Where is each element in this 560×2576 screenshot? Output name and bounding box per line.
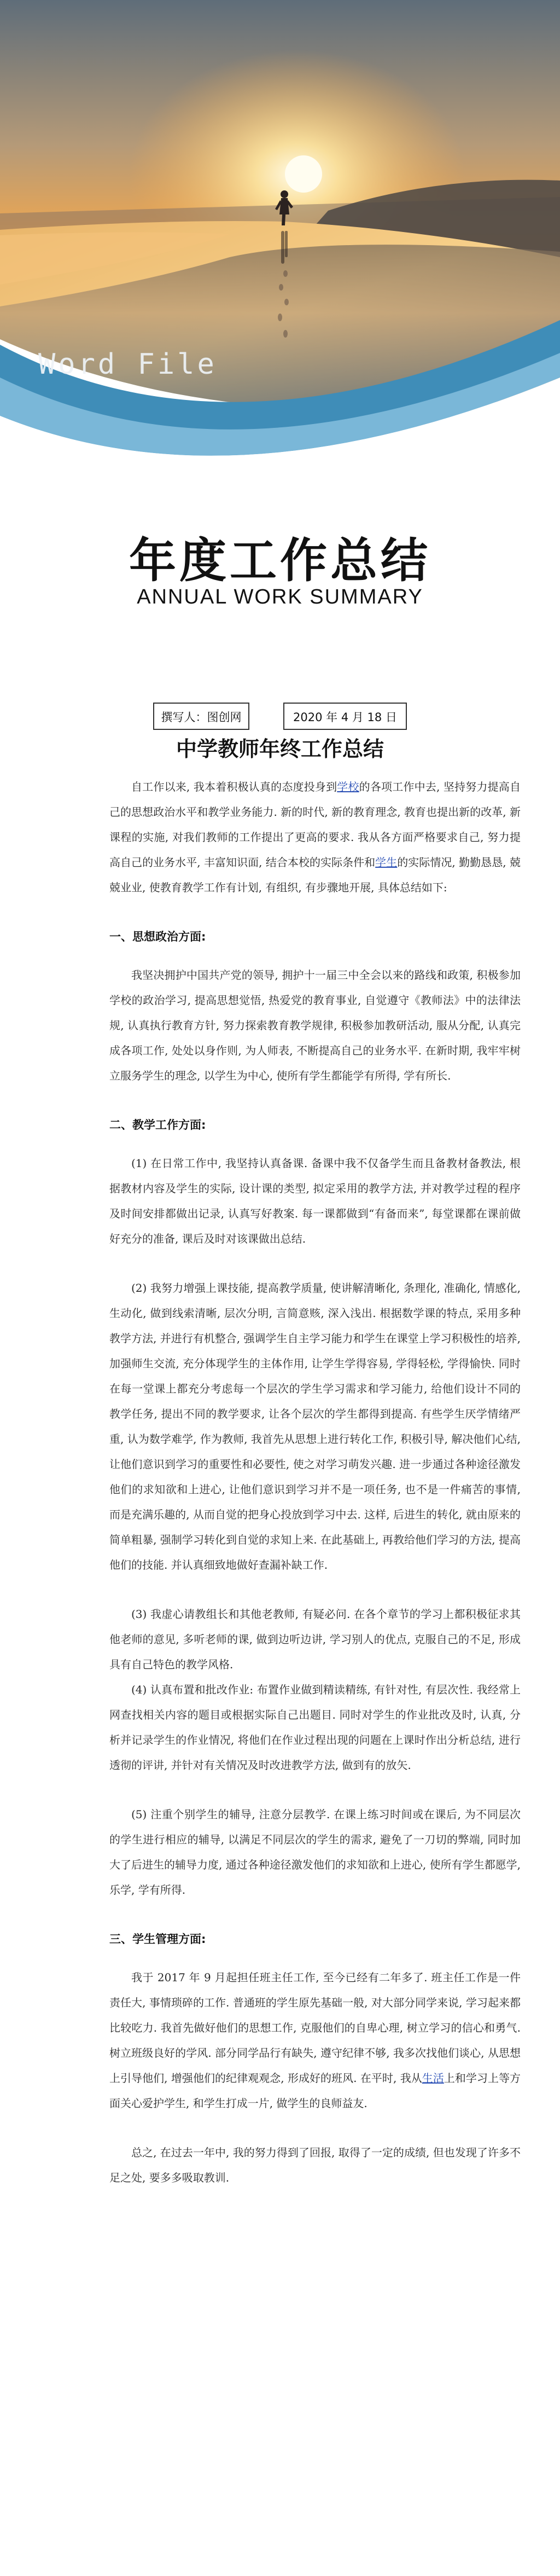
document-title: 中学教师年终工作总结 — [176, 737, 384, 761]
document-body — [109, 774, 521, 2214]
date-box: 2020 年 4 月 18 日 — [283, 703, 407, 730]
teaching-paragraph-1: (1) 在日常工作中, 我坚持认真备课. 备课中我不仅备学生而且备教材备教法, 根据教材内容及学生的实际, 设计课的类型, 拟定采用的教学方法, 并对教学过程的程序及时间安排都做出记录, 认真写好教案. 每一课都做到“有备而来”, 每堂课都在课前做好充分的准备, 课后及时对该课做出总结. — [109, 1157, 521, 1245]
conclusion-paragraph: 总之, 在过去一年中, 我的努力得到了回报, 取得了一定的成绩, 但也发现了许多不足之处, 要多多吸取教训. — [109, 2146, 521, 2184]
teaching-paragraph-2: (2) 我努力增强上课技能, 提高教学质量, 使讲解清晰化, 条理化, 准确化, 情感化, 生动化, 做到线索清晰, 层次分明, 言简意赅, 深入浅出. 根据数学课的特点, 采用多种教学方法, 并进行有机整合, 强调学生自主学习能力和学生在课堂上学习积极性的培养, 加强师生交流, 充分体现学生的主体作用, 让学生学得容易, 学得轻松, 学得愉快. 同时在每一堂课上都充分考虑每一个层次的学生学习需求和学习能力, 给他们设计不同的教学任务, 提出不同的教学要求, 让各个层次的学生都得到提高. 有些学生厌学情绪严重, 认为数学难学, 作为教师, 我首先从思想上进行转化工作, 积极引导, 解决他们心结, 让他们意识到学习的重要性和必要性, 使之对学习萌发兴趣. 进一步通过各种途径激发他们的求知欲和上进心, 让他们意识到学习并不是一项任务, 也不是一件痛苦的事情, 而是充满乐趣的, 从而自觉的把身心投放到学习中去. 这样, 后进生的转化, 就由原来的简单粗暴, 强制学习转化到自觉的求知上来. 在此基础上, 再教给他们学习的方法, 提高他们的技能. 并认真细致地做好查漏补缺工作. — [109, 1281, 521, 1571]
sunset-beach-illustration — [0, 0, 560, 471]
section-heading-politics: 一、思想政治方面: — [109, 930, 206, 943]
section-heading-teaching: 二、教学工作方面: — [109, 1118, 206, 1132]
student-link[interactable]: 学生 — [375, 856, 398, 869]
cover-subtitle: ANNUAL WORK SUMMARY — [137, 585, 423, 608]
life-link[interactable]: 生活 — [422, 2072, 444, 2085]
intro-paragraph: 自工作以来, 我本着积极认真的态度投身到学校的各项工作中去, 坚持努力提高自己的思想政治水平和教学业务能力. 新的时代, 新的教育理念, 教育也提出新的改革, 新课程的实施, 对我们教师的工作提出了更高的要求. 我从各方面严格要求自己, 努力提高自己的业务水平, 丰富知识面, 结合本校的实际条件和学生的实际情况, 勤勤恳恳, 兢兢业业, 使教育教学工作有计划, 有组织, 有步骤地开展, 具体总结如下: — [109, 780, 521, 894]
management-paragraph: 我于 2017 年 9 月起担任班主任工作, 至今已经有二年多了. 班主任工作是一件责任大, 事情琐碎的工作. 普通班的学生原先基础一般, 对大部分同学来说, 学习起来都比较吃力. 我首先做好他们的思想工作, 克服他们的自卑心理, 树立学习的信心和勇气. 树立班级良好的学风. 部分同学品行有缺失, 遵守纪律不够, 我多次找他们谈心, 从思想上引导他们, 增强他们的纪律观观念, 形成好的班风. 在平时, 我从生活上和学习上等方面关心爱护学生, 和学生打成一片, 做学生的良师益友. — [109, 1971, 521, 2110]
teaching-paragraph-4: (4) 认真布置和批改作业: 布置作业做到精读精练, 有针对性, 有层次性. 我经常上网查找相关内容的题目或根据实际自己出题目. 同时对学生的作业批改及时, 认真, 分析并记录学生的作业情况, 将他们在作业过程出现的问题在上课时作出分析总结, 进行透彻的评讲, 并针对有关情况及时改进教学方法, 做到有的放矢. — [109, 1683, 521, 1772]
cover-banner — [0, 0, 560, 471]
teaching-paragraph-5: (5) 注重个别学生的辅导, 注意分层教学. 在课上练习时间或在课后, 为不同层次的学生进行相应的辅导, 以满足不同层次的学生的需求, 避免了一刀切的弊端, 同时加大了后进生的辅导力度, 通过各种途径激发他们的求知欲和上进心, 使所有学生都愿学, 乐学, 学有所得. — [109, 1808, 521, 1896]
author-box: 撰写人：图创网 — [153, 703, 249, 730]
word-file-label: Word File — [38, 348, 217, 381]
section-heading-management: 三、学生管理方面: — [109, 1933, 206, 1946]
school-link[interactable]: 学校 — [337, 780, 359, 793]
politics-paragraph: 我坚决拥护中国共产党的领导, 拥护十一届三中全会以来的路线和政策, 积极参加学校的政治学习, 提高思想觉悟, 热爱党的教育事业, 自觉遵守《教师法》中的法律法规, 认真执行教育方针, 努力探索教育教学规律, 积极参加教研活动, 服从分配, 认真完成各项工作, 处处以身作则, 为人师表, 不断提高自己的业务水平. 在新时期, 我牢牢树立服务学生的理念, 以学生为中心, 使所有学生都能学有所得, 学有所长. — [109, 968, 521, 1082]
cover-title: 年度工作总结 — [129, 533, 431, 588]
teaching-paragraph-3: (3) 我虚心请教组长和其他老教师, 有疑必问. 在各个章节的学习上都积极征求其他老师的意见, 多听老师的课, 做到边听边讲, 学习别人的优点, 克服自己的不足, 形成具有自己特色的教学风格. — [109, 1608, 521, 1671]
